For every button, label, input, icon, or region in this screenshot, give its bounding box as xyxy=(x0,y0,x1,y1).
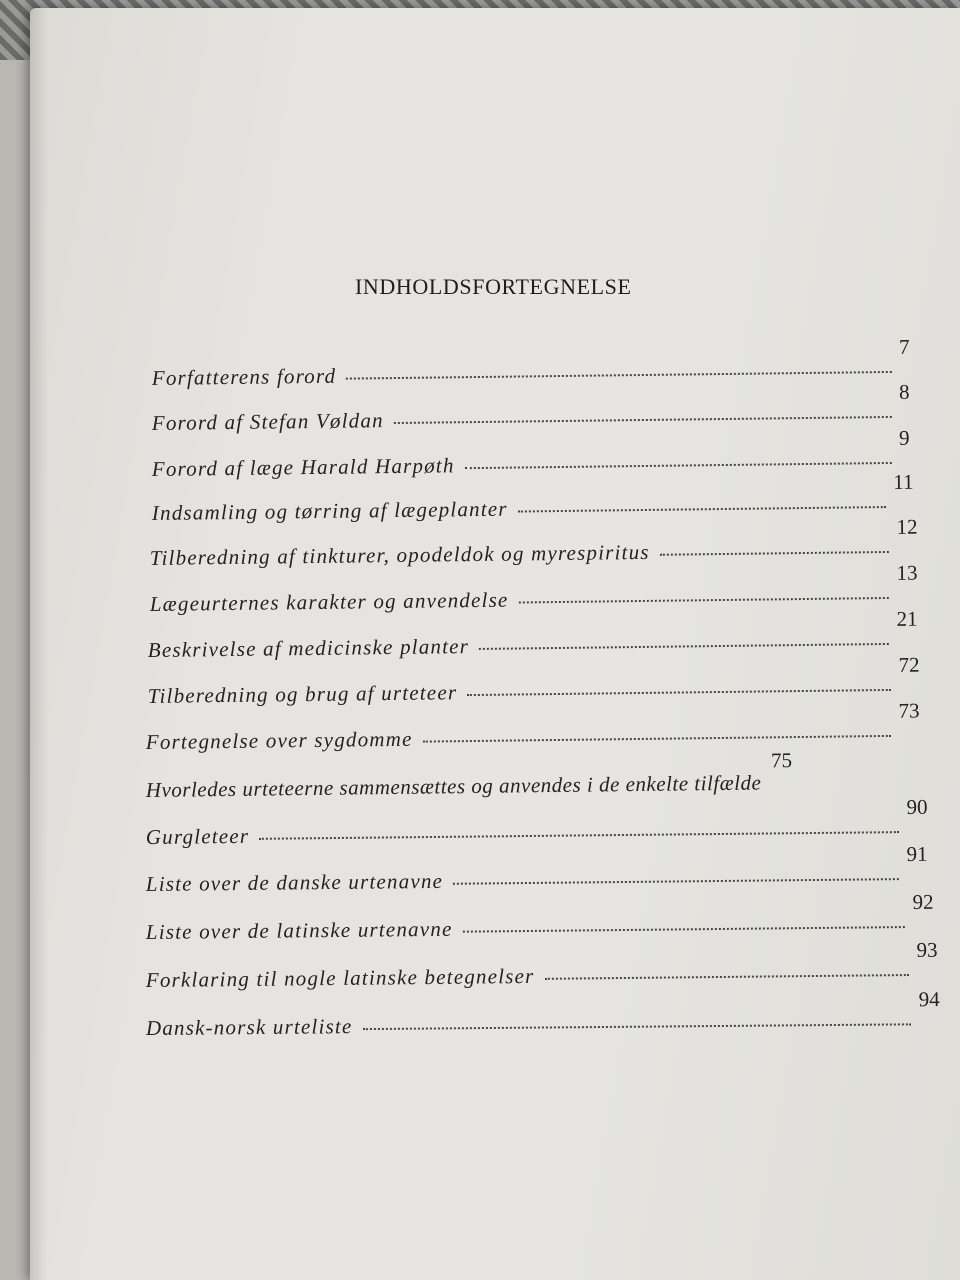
toc-entry-title: Tilberedning af tinkturer, opodeldok og myrespiritus xyxy=(149,539,650,571)
toc-entry-title: Forord af læge Harald Harpøth xyxy=(151,453,455,482)
toc-entry xyxy=(149,560,918,617)
dot-leader xyxy=(362,1023,910,1030)
toc-entry-title: Liste over de danske urtenavne xyxy=(145,868,444,897)
toc-entry-page: 12 xyxy=(896,514,918,539)
toc-entry xyxy=(151,379,910,436)
toc-entry-title: Forfatterens forord xyxy=(151,363,337,391)
toc-entry xyxy=(145,937,938,993)
book-page xyxy=(30,8,960,1280)
toc-entry-title: Forord af Stefan Vøldan xyxy=(151,408,384,436)
dot-leader xyxy=(519,597,889,604)
toc-entry-title: Forklaring til nogle latinske betegnelser xyxy=(145,963,535,993)
toc-entry xyxy=(147,652,920,709)
toc-entry xyxy=(151,334,910,391)
dot-leader xyxy=(453,878,899,885)
toc-entry-title: Dansk-norsk urteliste xyxy=(145,1014,353,1040)
dot-leader xyxy=(465,462,892,469)
toc-entry-title: Fortegnelse over sygdomme xyxy=(145,726,413,755)
page-title: INDHOLDSFORTEGNELSE xyxy=(355,274,632,299)
toc-entry xyxy=(145,987,940,1041)
dot-leader xyxy=(394,416,892,424)
toc-entry xyxy=(145,889,934,945)
dot-leader xyxy=(545,974,909,980)
toc-entry-page: 91 xyxy=(906,841,928,867)
toc-entry-page: 11 xyxy=(893,469,914,494)
toc-entry-page: 93 xyxy=(916,937,938,962)
toc-entry xyxy=(145,841,928,897)
toc-entry xyxy=(145,698,920,755)
toc-entry xyxy=(145,794,928,850)
dot-leader xyxy=(518,506,886,512)
toc-entry-title: Lægeurternes karakter og anvendelse xyxy=(149,587,509,617)
toc-entry-page: 90 xyxy=(906,794,928,820)
toc-entry-page: 92 xyxy=(912,889,934,914)
dot-leader xyxy=(479,643,889,650)
toc-entry-page: 8 xyxy=(898,379,910,404)
toc-entry xyxy=(151,469,914,526)
toc-entry-title: Gurgleteer xyxy=(145,823,250,850)
toc-entry-title: Tilberedning og brug af urteteer xyxy=(147,680,458,709)
toc-entry xyxy=(147,606,918,663)
toc-entry-title: Liste over de latinske urtenavne xyxy=(145,916,453,945)
toc-entry-page: 7 xyxy=(898,334,910,359)
table-of-contents xyxy=(30,8,960,1280)
dot-leader xyxy=(346,371,891,380)
toc-entry-page: 13 xyxy=(896,560,918,585)
dot-leader xyxy=(259,831,899,840)
dot-leader xyxy=(423,735,891,743)
toc-entry-page: 73 xyxy=(898,698,920,723)
toc-entry-page: 75 xyxy=(770,748,793,773)
dot-leader xyxy=(463,926,905,933)
toc-entry-title: Beskrivelse af medicinske planter xyxy=(147,634,470,663)
toc-entry xyxy=(151,425,910,482)
toc-entry xyxy=(145,748,928,803)
toc-entry-title: Indsamling og tørring af lægeplanter xyxy=(151,496,508,526)
toc-entry-page: 94 xyxy=(918,987,940,1012)
toc-entry xyxy=(149,514,918,571)
toc-entry-page: 9 xyxy=(898,425,910,450)
toc-entry-page: 21 xyxy=(896,606,918,631)
toc-entry-title: Hvorledes urteteerne sammensættes og anvendes i de enkelte tilfælde xyxy=(145,770,762,803)
dot-leader xyxy=(467,689,891,696)
toc-entry-page: 72 xyxy=(898,652,920,677)
dot-leader xyxy=(660,551,889,556)
